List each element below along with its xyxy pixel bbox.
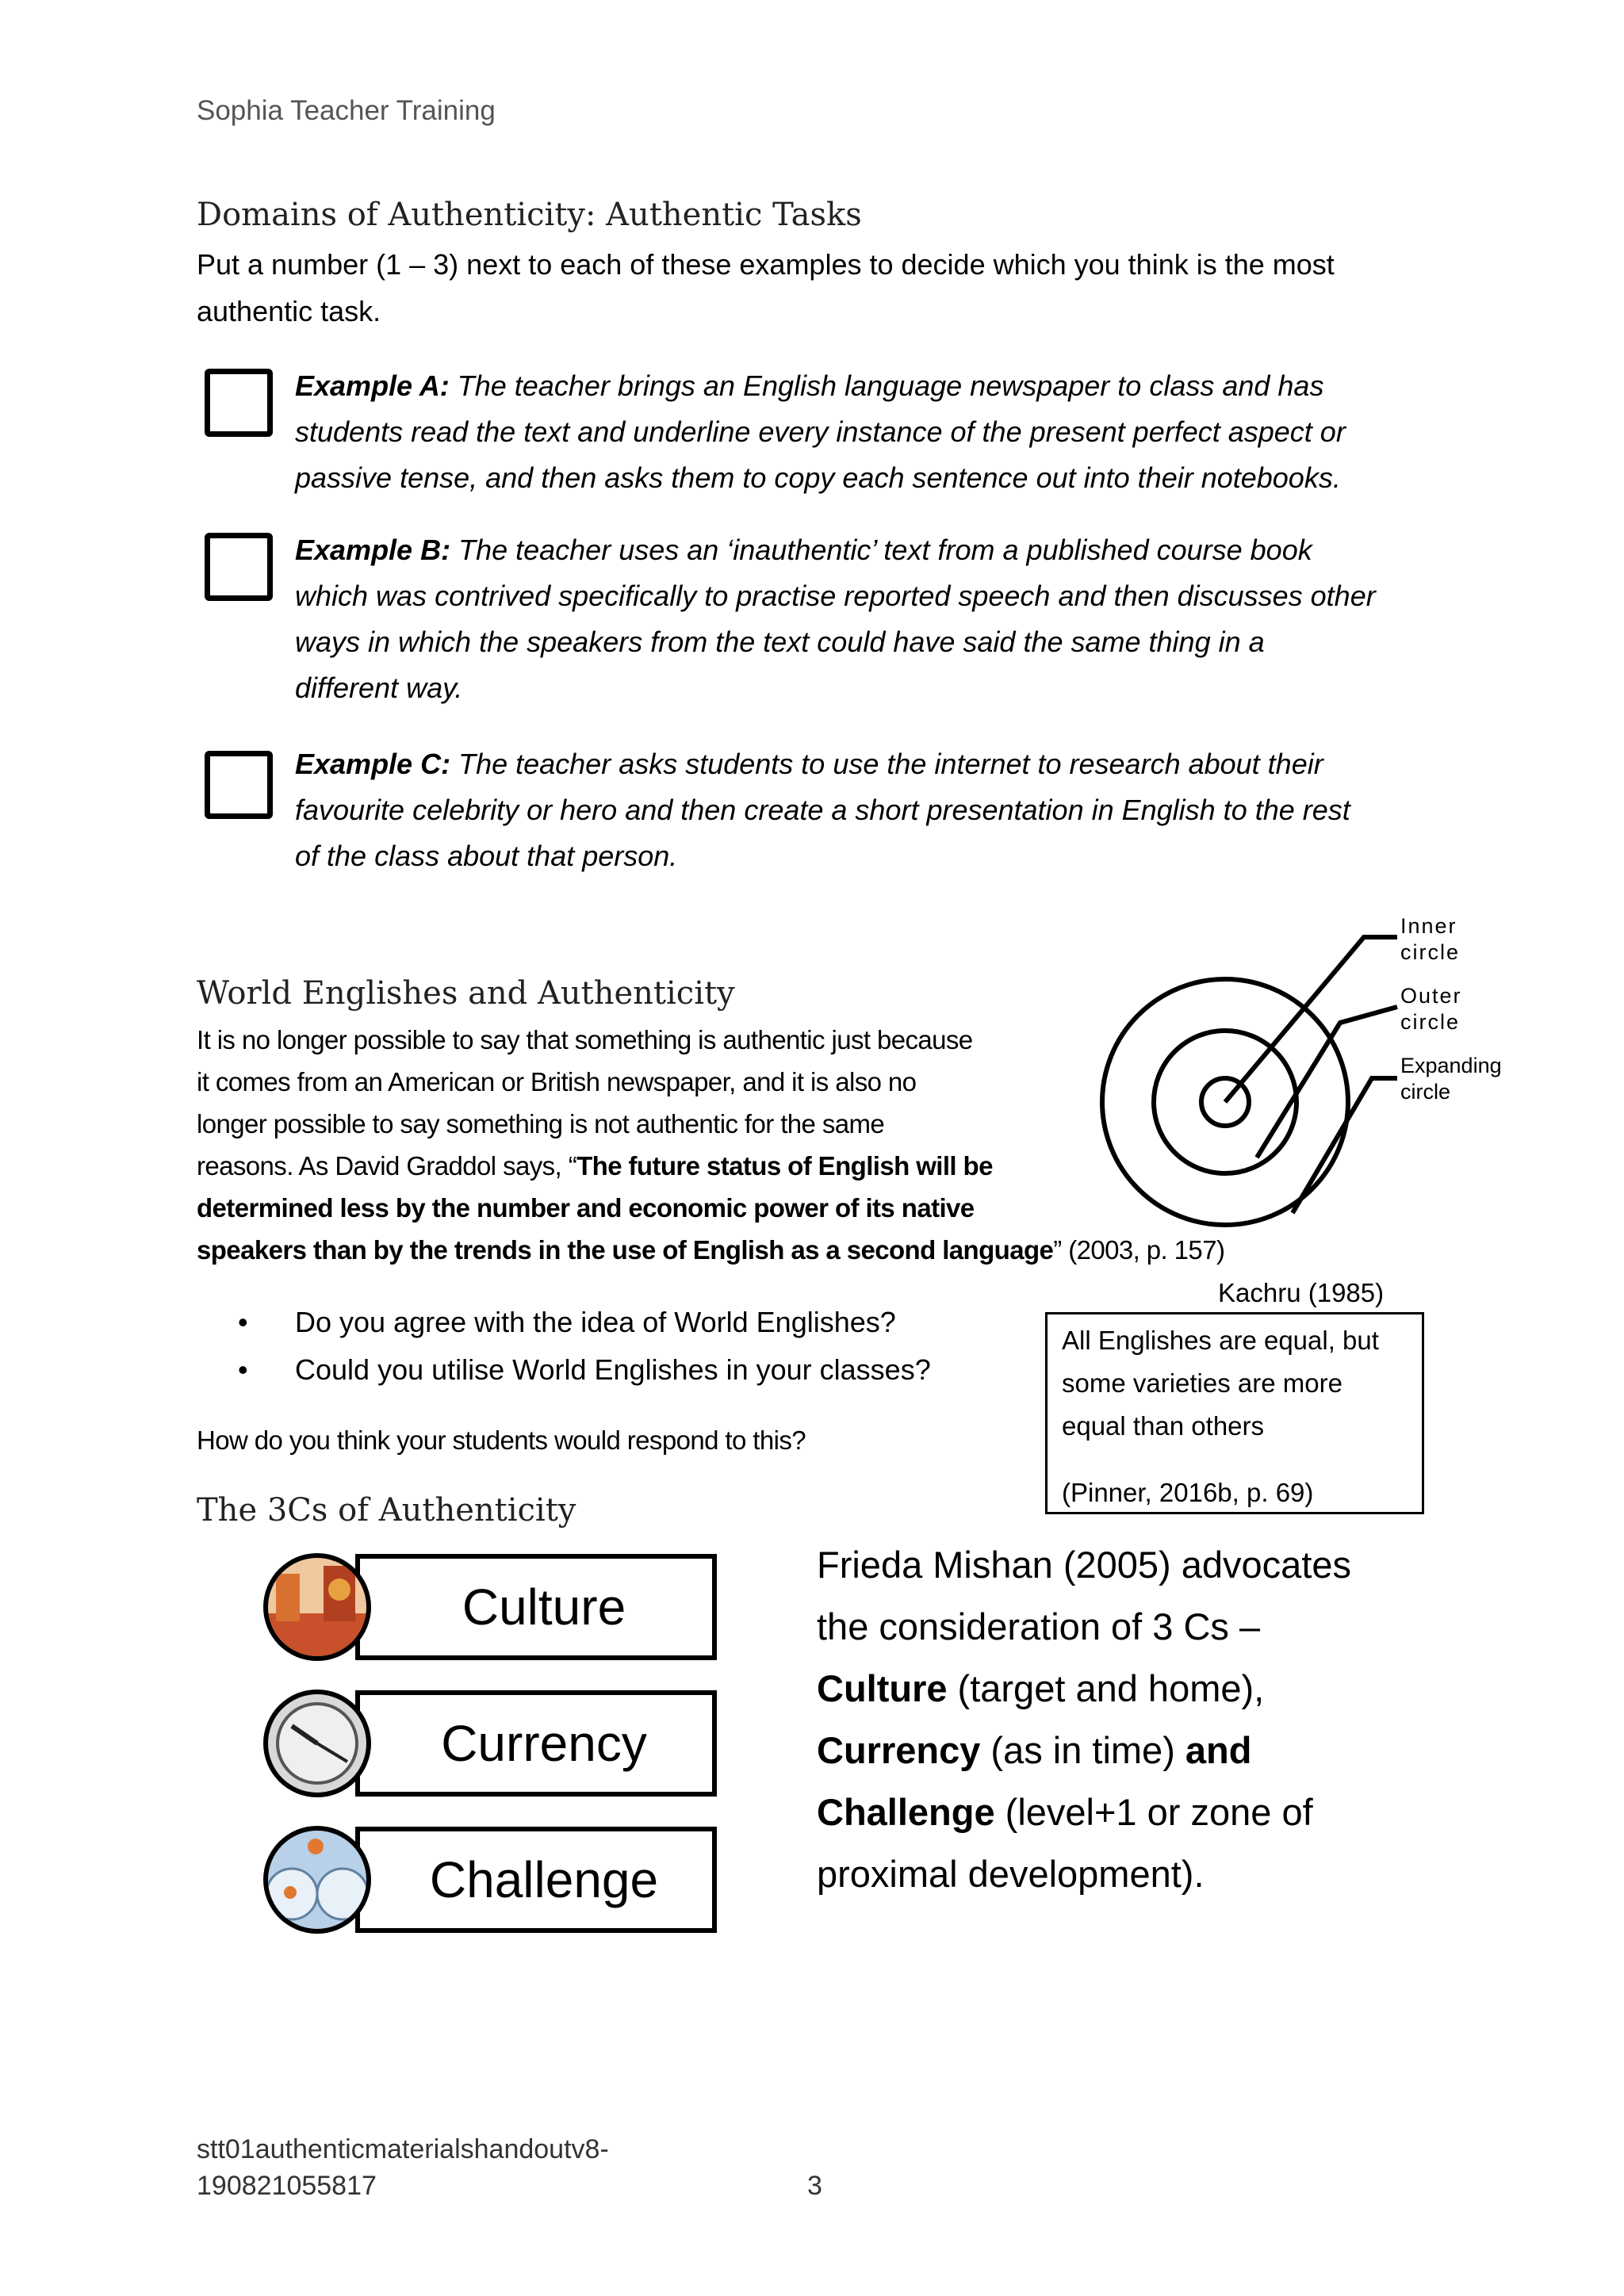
challenge-photo-icon [260,1823,374,1937]
example-c [295,741,1437,879]
instruction-line-1: Put a number (1 – 3) next to each of these examples to decide which you think is the most [197,248,1335,281]
section-heading-3cs: The 3Cs of Authenticity [197,1492,576,1529]
quote-citation: (Pinner, 2016b, p. 69) [1062,1478,1314,1507]
example-a-text-line-1: The teacher brings an English language newspaper to class and has [449,369,1324,402]
example-c-text-line-1: The teacher asks students to use the internet to research about their [450,748,1323,780]
label-outer-circle [1400,983,1462,1035]
mishan-paragraph [817,1534,1467,1905]
mishan-line-6: proximal development). [817,1853,1205,1895]
label-inner-circle [1400,913,1460,966]
example-a [295,363,1437,501]
bullet-glyph: • [238,1353,248,1386]
mishan-currency-gloss: (as in time) [980,1729,1185,1771]
label-inner-circle-line-1: Inner [1400,914,1457,938]
3c-item-currency [355,1690,717,1797]
example-c-label: Example C: [295,748,451,780]
example-a-text-line-3: passive tense, and then asks them to copy each sentence out into their notebooks. [295,461,1341,494]
instruction-line-2: authentic task. [197,295,381,327]
quote-line-2: some varieties are more [1062,1368,1342,1398]
label-outer-circle-line-2: circle [1400,1010,1461,1034]
mishan-challenge-term: Challenge [817,1791,995,1833]
quote-line-1: All Englishes are equal, but [1062,1326,1379,1355]
bullet-item [238,1346,931,1394]
example-b-text-line-3: ways in which the speakers from the text could have said the same thing in a [295,626,1265,658]
footer-filename-line-1: stt01authenticmaterialshandoutv8- [197,2134,609,2164]
diagram-caption: Kachru (1985) [1218,1278,1385,1307]
ranking-box-example-a[interactable] [205,369,273,437]
example-a-label: Example A: [295,369,450,402]
pinner-quote-box [1045,1312,1424,1514]
paragraph-line-1: It is no longer possible to say that something is authentic just because [197,1025,973,1054]
paragraph-line-4: reasons. As David Graddol says, “ [197,1151,577,1181]
mishan-currency-term: Currency [817,1729,981,1771]
students-question: How do you think your students would respond to this? [197,1425,806,1455]
label-expanding-circle [1400,1053,1502,1105]
quote-line-3: equal than others [1062,1411,1265,1441]
graddol-citation: ” (2003, p. 157) [1053,1235,1225,1265]
running-header: Sophia Teacher Training [197,95,496,126]
graddol-quote-line-1: The future status of English will be [576,1151,993,1181]
section-heading-world-englishes: World Englishes and Authenticity [197,975,735,1012]
mishan-line-1: Frieda Mishan (2005) advocates [817,1544,1352,1586]
graddol-quote-line-3: speakers than by the trends in the use of English as a second language [197,1235,1054,1265]
bullet-item [238,1299,931,1346]
example-c-text-line-3: of the class about that person. [295,840,678,872]
footer-filename-line-2: 190821055817 [197,2171,377,2201]
3c-item-challenge [355,1827,717,1933]
paragraph-line-3: longer possible to say something is not authentic for the same [197,1109,885,1138]
label-expanding-circle-line-1: Expanding [1400,1054,1502,1077]
section-heading-authentic-tasks: Domains of Authenticity: Authentic Tasks [197,197,862,233]
mishan-challenge-gloss: (level+1 or zone of [994,1791,1313,1833]
mishan-line-2: the consideration of 3 Cs – [817,1605,1261,1647]
example-b-text-line-4: different way. [295,672,463,704]
footer-filename [197,2131,609,2204]
page-number: 3 [807,2171,822,2201]
example-c-text-line-2: favourite celebrity or hero and then create a short presentation in English to the rest [295,794,1350,826]
bullet-text-1: Do you agree with the idea of World Englishes? [295,1306,896,1338]
culture-photo-icon [260,1550,374,1664]
ranking-box-example-b[interactable] [205,533,273,601]
example-a-text-line-2: students read the text and underline every instance of the present perfect aspect or [295,415,1346,448]
example-b-label: Example B: [295,534,451,566]
bullet-glyph: • [238,1306,248,1338]
ranking-box-example-c[interactable] [205,751,273,819]
challenge-label: Challenge [429,1851,659,1908]
3c-item-culture [355,1554,717,1660]
label-expanding-circle-line-2: circle [1400,1080,1451,1104]
label-outer-circle-line-1: Outer [1400,984,1462,1008]
mishan-culture-gloss: (target and home), [947,1667,1265,1709]
label-inner-circle-line-2: circle [1400,940,1461,964]
paragraph-line-2: it comes from an American or British newspaper, and it is also no [197,1067,917,1096]
clock-photo-icon [260,1686,374,1800]
culture-label: Culture [462,1578,626,1636]
world-englishes-paragraph [197,1019,1225,1271]
kachru-circles-diagram [1086,904,1578,1316]
mishan-culture-term: Culture [817,1667,948,1709]
example-b-text-line-2: which was contrived specifically to practise reported speech and then discusses other [295,580,1376,612]
graddol-quote-line-2: determined less by the number and economic power of its native [197,1193,975,1223]
example-b [295,527,1437,711]
currency-label: Currency [441,1715,647,1772]
discussion-bullets [238,1299,931,1394]
example-b-text-line-1: The teacher uses an ‘inauthentic’ text from a published course book [450,534,1312,566]
bullet-text-2: Could you utilise World Englishes in your classes? [295,1353,931,1386]
mishan-and: and [1185,1729,1252,1771]
